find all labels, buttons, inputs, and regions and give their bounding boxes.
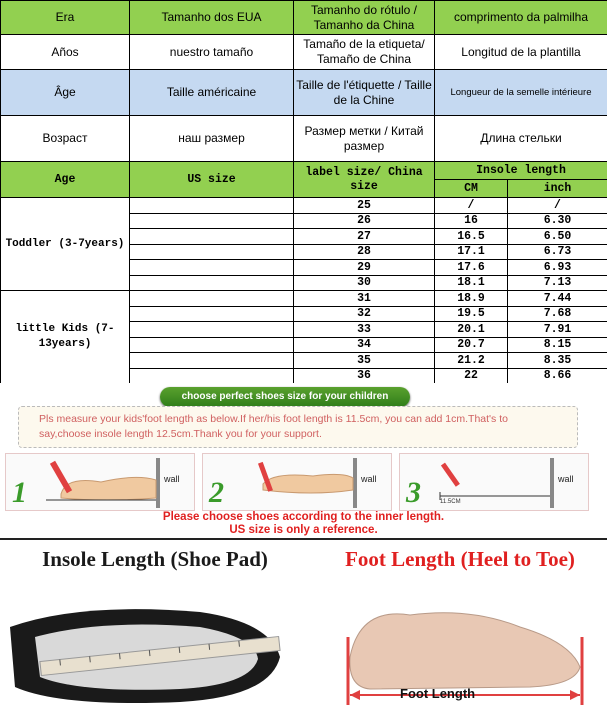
cm-cell: 20.7 (435, 337, 508, 353)
inch-cell: 6.93 (508, 260, 607, 276)
measure-step-2 (202, 453, 392, 511)
us-size-cell (130, 275, 294, 291)
cm-cell: 16 (435, 213, 508, 229)
cm-cell: 18.9 (435, 291, 508, 307)
label-size-cell: 26 (294, 213, 435, 229)
inch-cell: 8.35 (508, 353, 607, 369)
measure-instruction-banner (0, 383, 607, 538)
cm-cell: 21.2 (435, 353, 508, 369)
foot-length-title: Foot Length (Heel to Toe) (345, 547, 575, 571)
inch-cell: 7.68 (508, 306, 607, 322)
us-size-header: US size (130, 162, 294, 198)
lang-cell: nuestro tamaño (130, 35, 294, 70)
us-size-cell (130, 306, 294, 322)
lang-cell: Âge (1, 70, 130, 116)
measure-instruction-text: Pls measure your kids'foot length as below.If her/his foot length is 11.5cm, you can add 1cm.That's to say,choose insole length 12.5cm.Thank you for your support. (39, 413, 508, 440)
label-size-cell: 36 (294, 368, 435, 384)
lang-cell: comprimento da palmilha (435, 1, 607, 35)
inch-cell: / (508, 198, 607, 214)
us-size-cell (130, 198, 294, 214)
age-header: Age (1, 162, 130, 198)
label-size-cell: 35 (294, 353, 435, 369)
step-number: 1 (12, 476, 27, 509)
lang-row-es (1, 35, 607, 70)
warning-text: Please choose shoes according to the inner length. (162, 511, 445, 523)
lang-cell: наш размер (130, 116, 294, 162)
us-size-cell (130, 260, 294, 276)
lang-row-pt (1, 1, 607, 35)
measurement-photo-panel (0, 538, 607, 705)
label-size-cell: 29 (294, 260, 435, 276)
measure-instruction-box (18, 406, 578, 448)
banner-title: choose perfect shoes size for your children (160, 387, 410, 407)
label-size-cell: 27 (294, 229, 435, 245)
us-size-cell (130, 368, 294, 384)
step-number: 2 (209, 476, 224, 509)
inch-cell: 6.73 (508, 244, 607, 260)
lang-cell: Возраст (1, 116, 130, 162)
cm-cell: 18.1 (435, 275, 508, 291)
label-size-cell: 31 (294, 291, 435, 307)
lang-row-ru (1, 116, 607, 162)
us-size-cell (130, 337, 294, 353)
inch-cell: 8.15 (508, 337, 607, 353)
lang-cell: Longueur de la semelle intérieure (435, 70, 607, 116)
inch-header: inch (508, 180, 607, 198)
age-group-toddler: Toddler (3-7years) (1, 198, 130, 291)
label-size-cell: 33 (294, 322, 435, 338)
us-size-cell (130, 229, 294, 245)
cm-cell: 16.5 (435, 229, 508, 245)
measure-steps (0, 453, 607, 513)
inch-cell: 6.30 (508, 213, 607, 229)
label-size-header: label size/ China size (294, 162, 435, 198)
table-row (1, 291, 607, 307)
wall-label: wall (558, 474, 574, 484)
lang-row-fr (1, 70, 607, 116)
foot-length-label: Foot Length (400, 686, 476, 701)
cm-cell: / (435, 198, 508, 214)
insole-length-header: Insole length (435, 162, 607, 180)
cm-cell: 17.1 (435, 244, 508, 260)
lang-cell: Tamanho dos EUA (130, 1, 294, 35)
label-size-cell: 28 (294, 244, 435, 260)
wall-label: wall (164, 474, 180, 484)
warning-note: US size is only a reference. (229, 524, 378, 536)
label-size-cell: 32 (294, 306, 435, 322)
insole-photo (0, 597, 300, 705)
lang-cell: Длина стельки (435, 116, 607, 162)
lang-cell: Taille américaine (130, 70, 294, 116)
lang-cell: Tamaño de la etiqueta/ Tamaño de China (294, 35, 435, 70)
us-size-cell (130, 353, 294, 369)
insole-length-title: Insole Length (Shoe Pad) (42, 547, 268, 571)
label-size-cell: 25 (294, 198, 435, 214)
lang-cell: Años (1, 35, 130, 70)
lang-cell: Размер метки / Китай размер (294, 116, 435, 162)
size-chart-table (0, 161, 607, 384)
inch-cell: 8.66 (508, 368, 607, 384)
us-size-cell (130, 322, 294, 338)
lang-cell: Tamanho do rótulo / Tamanho da China (294, 1, 435, 35)
size-table-header (1, 162, 607, 180)
wall-label: wall (361, 474, 377, 484)
us-size-cell (130, 213, 294, 229)
lang-cell: Taille de l'étiquette / Taille de la Chine (294, 70, 435, 116)
inch-cell: 7.44 (508, 291, 607, 307)
lang-cell: Era (1, 1, 130, 35)
cm-cell: 22 (435, 368, 508, 384)
language-header-table (0, 0, 607, 162)
inch-cell: 7.91 (508, 322, 607, 338)
label-size-cell: 30 (294, 275, 435, 291)
measure-step-3 (399, 453, 589, 511)
cm-cell: 20.1 (435, 322, 508, 338)
us-size-cell (130, 291, 294, 307)
inch-cell: 7.13 (508, 275, 607, 291)
cm-header: CM (435, 180, 508, 198)
inch-cell: 6.50 (508, 229, 607, 245)
ruler-value-label: 11.5CM (440, 499, 461, 505)
step-number: 3 (406, 476, 421, 509)
cm-cell: 19.5 (435, 306, 508, 322)
measure-step-1 (5, 453, 195, 511)
us-size-cell (130, 244, 294, 260)
cm-cell: 17.6 (435, 260, 508, 276)
age-group-little-kids: little Kids (7-13years) (1, 291, 130, 384)
label-size-cell: 34 (294, 337, 435, 353)
table-row (1, 198, 607, 214)
lang-cell: Longitud de la plantilla (435, 35, 607, 70)
